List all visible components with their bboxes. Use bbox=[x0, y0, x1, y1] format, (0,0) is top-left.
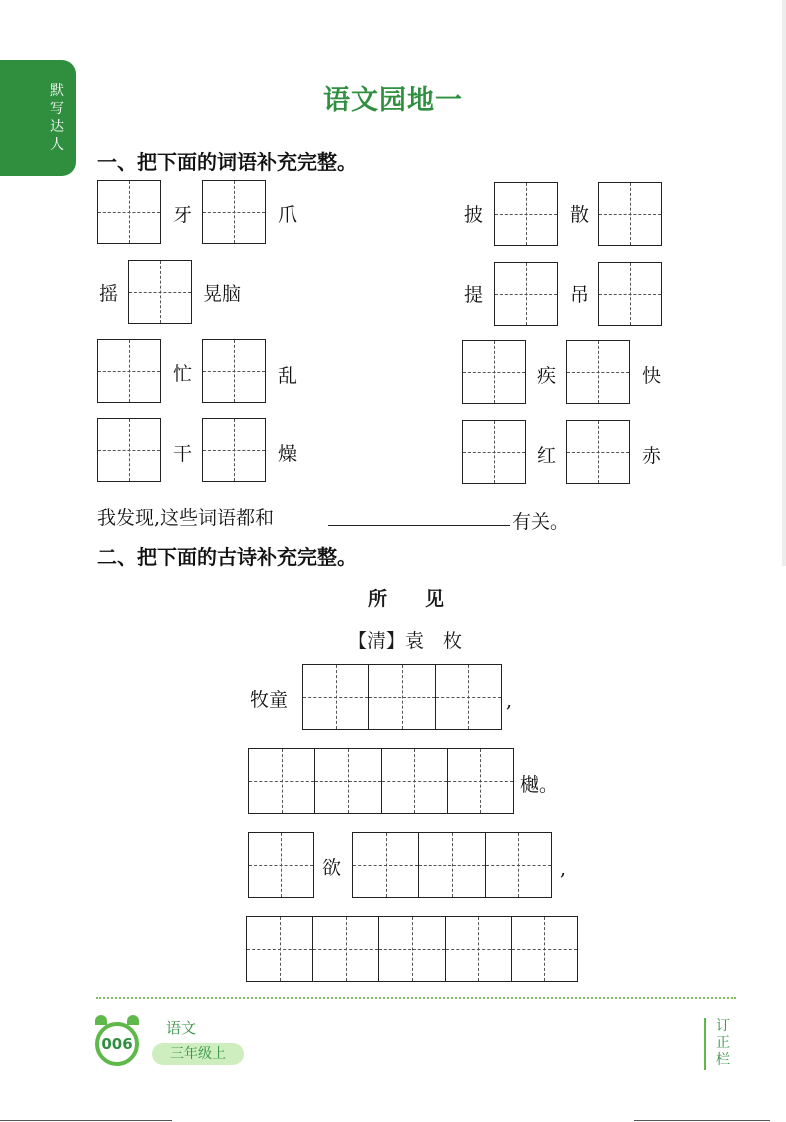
word-char: 吊 bbox=[570, 284, 590, 306]
blank-box[interactable] bbox=[202, 339, 266, 403]
poem-text: 牧童 bbox=[250, 689, 289, 711]
blank-box[interactable] bbox=[598, 182, 662, 246]
word-char: 赤 bbox=[642, 445, 662, 467]
word-char: 快 bbox=[642, 365, 662, 387]
footer-subject: 语文 bbox=[166, 1019, 197, 1037]
blank-box[interactable] bbox=[202, 418, 266, 482]
word-char: 牙 bbox=[173, 204, 193, 226]
blank-box[interactable] bbox=[462, 340, 526, 404]
correction-bar bbox=[704, 1018, 706, 1070]
poem-answer-grid[interactable] bbox=[302, 664, 502, 730]
poem-author: 【清】袁 枚 bbox=[348, 630, 463, 652]
discovery-suffix: 有关。 bbox=[512, 511, 570, 533]
word-char: 疾 bbox=[537, 365, 557, 387]
blank-box[interactable] bbox=[494, 262, 558, 326]
section2-heading: 二、把下面的古诗补充完整。 bbox=[97, 545, 357, 569]
blank-box[interactable] bbox=[97, 418, 161, 482]
poem-title: 所 见 bbox=[368, 588, 445, 610]
word-char: 摇 bbox=[99, 283, 119, 305]
clock-ear-icon bbox=[127, 1015, 139, 1025]
poem-answer-grid[interactable] bbox=[248, 832, 314, 898]
poem-text: 樾。 bbox=[520, 774, 559, 796]
poem-text: 欲 bbox=[322, 857, 342, 879]
blank-box[interactable] bbox=[128, 260, 192, 324]
poem-answer-grid[interactable] bbox=[248, 748, 514, 814]
blank-box[interactable] bbox=[494, 182, 558, 246]
word-char: 干 bbox=[173, 443, 193, 465]
blank-box[interactable] bbox=[566, 420, 630, 484]
blank-box[interactable] bbox=[462, 420, 526, 484]
poem-punct: , bbox=[560, 858, 567, 880]
word-char: 散 bbox=[570, 204, 590, 226]
blank-box[interactable] bbox=[566, 340, 630, 404]
word-char: 披 bbox=[464, 204, 484, 226]
word-char: 忙 bbox=[173, 363, 193, 385]
blank-box[interactable] bbox=[202, 180, 266, 244]
footer-grade: 三年级上 bbox=[152, 1043, 244, 1065]
word-char: 燥 bbox=[278, 443, 298, 465]
blank-box[interactable] bbox=[97, 180, 161, 244]
word-char: 提 bbox=[464, 284, 484, 306]
page-title: 语文园地一 bbox=[323, 85, 463, 116]
word-char: 爪 bbox=[278, 204, 298, 226]
blank-box[interactable] bbox=[598, 262, 662, 326]
blank-box[interactable] bbox=[97, 339, 161, 403]
poem-punct: , bbox=[506, 690, 513, 712]
word-char: 乱 bbox=[278, 365, 298, 387]
discovery-prefix: 我发现,这些词语都和 bbox=[97, 507, 275, 529]
discovery-blank[interactable] bbox=[328, 525, 510, 526]
page-edge-line bbox=[0, 1120, 172, 1121]
word-char: 晃脑 bbox=[203, 283, 242, 305]
word-char: 红 bbox=[537, 445, 557, 467]
poem-answer-grid[interactable] bbox=[352, 832, 552, 898]
correction-label: 订正栏 bbox=[716, 1018, 730, 1068]
side-tab-label: 默写达人 bbox=[50, 83, 64, 153]
footer-separator bbox=[96, 997, 736, 999]
section1-heading: 一、把下面的词语补充完整。 bbox=[97, 150, 357, 174]
poem-answer-grid[interactable] bbox=[246, 916, 578, 982]
clock-ear-icon bbox=[95, 1015, 107, 1025]
page-edge-line bbox=[634, 1120, 770, 1121]
page-number-badge: 006 bbox=[95, 1022, 139, 1066]
